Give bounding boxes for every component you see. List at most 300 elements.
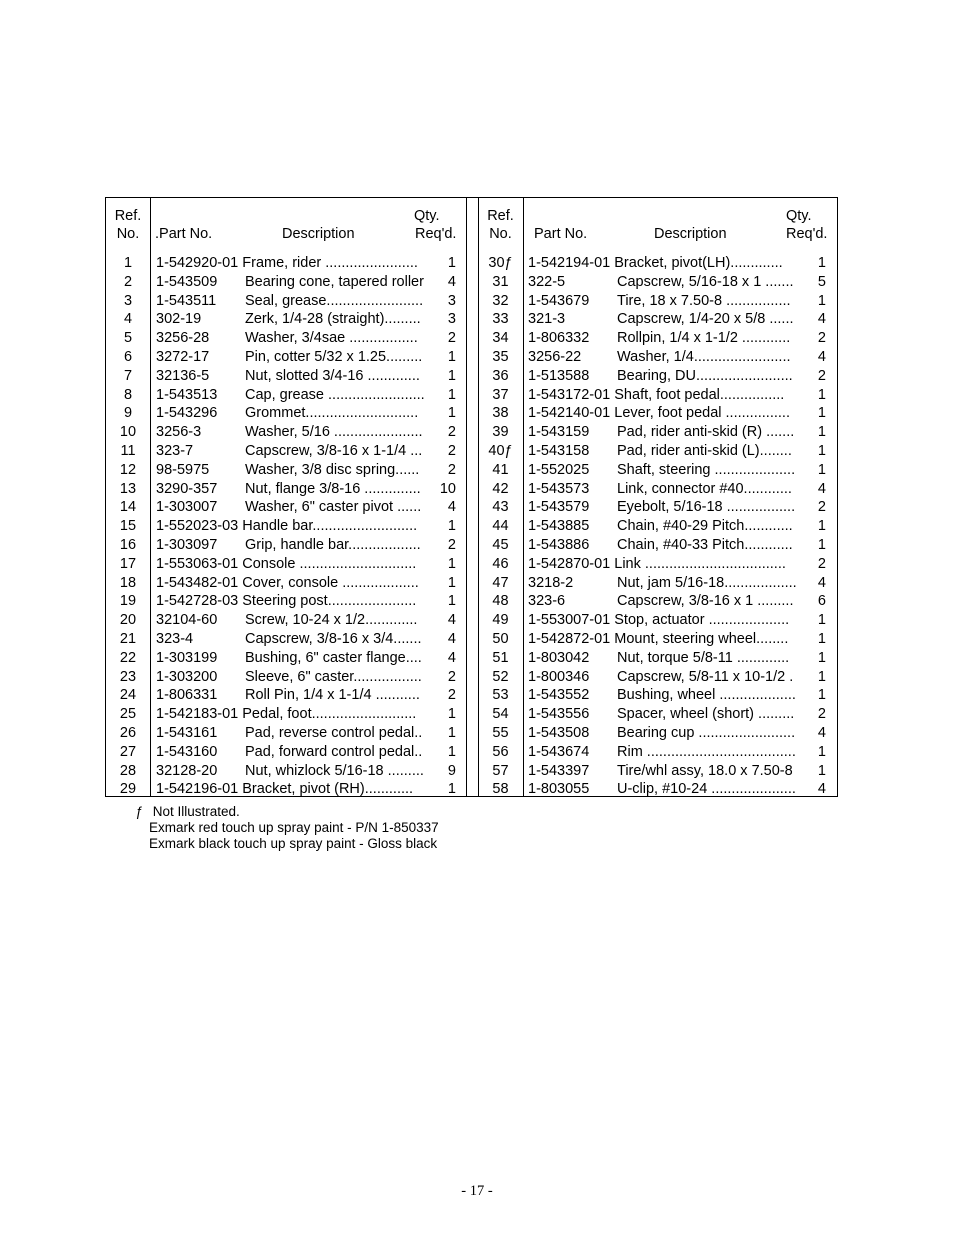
table-row bbox=[106, 574, 466, 593]
table-row bbox=[478, 592, 839, 611]
header-part-no: .Part No. bbox=[155, 226, 213, 242]
part-description: Bushing, wheel ................... bbox=[617, 687, 796, 704]
ref-number: 15 bbox=[119, 518, 137, 535]
table-row bbox=[478, 348, 839, 367]
ref-number: 5 bbox=[123, 330, 133, 347]
ref-number: 24 bbox=[119, 687, 137, 704]
table-row bbox=[106, 724, 466, 743]
table-row bbox=[478, 686, 839, 705]
ref-number: 51 bbox=[492, 649, 509, 666]
quantity: 1 bbox=[817, 424, 826, 441]
parts-list-left bbox=[106, 254, 466, 799]
part-description: Capscrew, 3/8-16 x 3/4....... bbox=[245, 630, 422, 647]
ref-number: 49 bbox=[492, 612, 509, 629]
quantity: 9 bbox=[447, 762, 456, 779]
quantity: 10 bbox=[439, 480, 456, 497]
ref-number: 8 bbox=[123, 386, 133, 403]
table-row bbox=[478, 555, 839, 574]
part-description: Nut, torque 5/8-11 ............. bbox=[617, 649, 790, 666]
ref-number: 27 bbox=[119, 743, 137, 760]
part-description: Nut, slotted 3/4-16 ............. bbox=[245, 367, 420, 384]
part-number: 1-543161 bbox=[156, 724, 218, 741]
part-description: Nut, jam 5/16-18.................. bbox=[617, 574, 797, 591]
ref-number: 7 bbox=[123, 367, 133, 384]
ref-number: 39 bbox=[492, 424, 509, 441]
quantity: 2 bbox=[447, 536, 456, 553]
part-description: Seal, grease........................ bbox=[245, 292, 424, 309]
table-row bbox=[478, 442, 839, 461]
part-description: Washer, 3/4sae ................. bbox=[245, 330, 418, 347]
table-row bbox=[478, 310, 839, 329]
table-row bbox=[478, 480, 839, 499]
ref-number: 50 bbox=[492, 630, 509, 647]
part-number: 1-543573 bbox=[528, 480, 590, 497]
part-description: 1-543482-01 Cover, console ................... bbox=[156, 574, 419, 591]
part-number: 1-543579 bbox=[528, 499, 590, 516]
quantity: 4 bbox=[447, 630, 456, 647]
table-row bbox=[106, 404, 466, 423]
table-row bbox=[106, 367, 466, 386]
part-number: 1-803055 bbox=[528, 781, 590, 798]
part-description: Nut, whizlock 5/16-18 ......... bbox=[245, 762, 424, 779]
ref-number: 46 bbox=[492, 555, 509, 572]
quantity: 1 bbox=[817, 743, 826, 760]
table-row bbox=[478, 630, 839, 649]
part-number: 1-800346 bbox=[528, 668, 590, 685]
part-description: Capscrew, 1/4-20 x 5/8 ...... bbox=[617, 311, 794, 328]
part-number: 1-543158 bbox=[528, 442, 590, 459]
part-description: Tire/whl assy, 18.0 x 7.50-8 bbox=[617, 762, 793, 779]
ref-number: 53 bbox=[492, 687, 509, 704]
part-number: 1-543513 bbox=[156, 386, 218, 403]
part-description: Capscrew, 3/8-16 x 1 ......... bbox=[617, 593, 794, 610]
header-ref: Ref. bbox=[114, 208, 142, 224]
part-description: 1-542183-01 Pedal, foot.......................... bbox=[156, 706, 417, 723]
table-row bbox=[106, 630, 466, 649]
quantity: 1 bbox=[447, 574, 456, 591]
table-row bbox=[478, 254, 839, 273]
part-description: 1-553063-01 Console ............................. bbox=[156, 555, 417, 572]
header-qty: Qty. bbox=[414, 208, 440, 224]
table-row bbox=[106, 498, 466, 517]
quantity: 1 bbox=[447, 367, 456, 384]
table-row bbox=[106, 611, 466, 630]
table-row bbox=[478, 780, 839, 799]
part-description: 1-543172-01 Shaft, foot pedal................ bbox=[528, 386, 785, 403]
table-row bbox=[106, 743, 466, 762]
quantity: 1 bbox=[817, 518, 826, 535]
footnotes bbox=[135, 804, 439, 852]
quantity: 1 bbox=[447, 555, 456, 572]
header-description: Description bbox=[282, 226, 355, 242]
part-description: Chain, #40-33 Pitch............ bbox=[617, 536, 793, 553]
part-description: Screw, 10-24 x 1/2............. bbox=[245, 612, 418, 629]
part-number: 1-303199 bbox=[156, 649, 218, 666]
part-description: Grommet............................ bbox=[245, 405, 419, 422]
ref-number: 55 bbox=[492, 724, 509, 741]
part-number: 1-543886 bbox=[528, 536, 590, 553]
header-ref: Ref. bbox=[487, 208, 514, 224]
part-description: 1-552023-03 Handle bar.......................... bbox=[156, 518, 418, 535]
quantity: 6 bbox=[817, 593, 826, 610]
part-description: Pad, reverse control pedal.. bbox=[245, 724, 423, 741]
ref-number: 54 bbox=[492, 706, 509, 723]
quantity: 2 bbox=[447, 442, 456, 459]
table-row bbox=[106, 762, 466, 781]
part-description: 1-542870-01 Link ................................... bbox=[528, 555, 786, 572]
ref-number: 48 bbox=[492, 593, 509, 610]
ref-number: 4 bbox=[123, 311, 133, 328]
quantity: 4 bbox=[447, 273, 456, 290]
quantity: 2 bbox=[447, 330, 456, 347]
ref-number: 42 bbox=[492, 480, 509, 497]
part-description: Chain, #40-29 Pitch............ bbox=[617, 518, 793, 535]
quantity: 4 bbox=[817, 480, 826, 497]
table-row bbox=[106, 329, 466, 348]
ref-number: 29 bbox=[119, 781, 137, 798]
ref-number: 28 bbox=[119, 762, 137, 779]
ref-number: 18 bbox=[119, 574, 137, 591]
header-no: No. bbox=[116, 226, 140, 242]
ref-number: 22 bbox=[119, 649, 137, 666]
ref-number: 16 bbox=[119, 536, 137, 553]
quantity: 2 bbox=[447, 424, 456, 441]
ref-number: 52 bbox=[492, 668, 509, 685]
quantity: 4 bbox=[817, 724, 826, 741]
quantity: 2 bbox=[817, 706, 826, 723]
part-number: 3256-3 bbox=[156, 424, 202, 441]
part-description: Cap, grease ........................ bbox=[245, 386, 425, 403]
ref-number: 30ƒ bbox=[488, 255, 513, 271]
quantity: 1 bbox=[447, 743, 456, 760]
part-number: 302-19 bbox=[156, 311, 202, 328]
part-description: Bearing cone, tapered roller bbox=[245, 273, 424, 290]
table-row bbox=[478, 611, 839, 630]
part-number: 323-6 bbox=[528, 593, 566, 610]
parts-list-right bbox=[478, 254, 839, 799]
part-description: Rollpin, 1/4 x 1-1/2 ............ bbox=[617, 330, 791, 347]
part-description: Bushing, 6" caster flange.... bbox=[245, 649, 422, 666]
part-number: 323-4 bbox=[156, 630, 194, 647]
ref-number: 13 bbox=[119, 480, 137, 497]
part-number: 322-5 bbox=[528, 273, 566, 290]
quantity: 1 bbox=[817, 687, 826, 704]
part-number: 3218-2 bbox=[528, 574, 574, 591]
part-description: Bearing cup ........................ bbox=[617, 724, 796, 741]
quantity: 2 bbox=[817, 367, 826, 384]
part-number: 1-543160 bbox=[156, 743, 218, 760]
table-row bbox=[478, 498, 839, 517]
table-row bbox=[478, 668, 839, 687]
footnote-red-paint: Exmark red touch up spray paint - P/N 1-850337 bbox=[149, 820, 439, 835]
table-row bbox=[478, 404, 839, 423]
table-row bbox=[106, 254, 466, 273]
quantity: 3 bbox=[447, 292, 456, 309]
ref-number: 3 bbox=[123, 292, 133, 309]
quantity: 1 bbox=[817, 442, 826, 459]
table-row bbox=[478, 743, 839, 762]
table-row bbox=[106, 517, 466, 536]
table-row bbox=[478, 423, 839, 442]
header-no: No. bbox=[489, 226, 512, 242]
table-row bbox=[106, 780, 466, 799]
part-number: 323-7 bbox=[156, 442, 194, 459]
quantity: 1 bbox=[817, 630, 826, 647]
table-row bbox=[106, 705, 466, 724]
table-row bbox=[478, 386, 839, 405]
part-description: Capscrew, 5/8-11 x 10-1/2 . bbox=[617, 668, 794, 685]
table-row bbox=[106, 649, 466, 668]
part-number: 1-543511 bbox=[156, 292, 217, 309]
ref-number: 2 bbox=[123, 273, 133, 290]
quantity: 1 bbox=[447, 348, 456, 365]
table-row bbox=[106, 480, 466, 499]
part-description: Rim ..................................... bbox=[617, 743, 796, 760]
part-number: 1-543674 bbox=[528, 743, 590, 760]
parts-table bbox=[105, 197, 838, 797]
table-row bbox=[478, 273, 839, 292]
ref-number: 56 bbox=[492, 743, 509, 760]
quantity: 1 bbox=[817, 292, 826, 309]
part-number: 1-543509 bbox=[156, 273, 218, 290]
table-row bbox=[106, 386, 466, 405]
part-description: Pin, cotter 5/32 x 1.25......... bbox=[245, 348, 423, 365]
part-number: 1-303007 bbox=[156, 499, 218, 516]
ref-number: 40ƒ bbox=[488, 442, 513, 459]
footnote-text: Not Illustrated. bbox=[152, 804, 240, 819]
page-number: - 17 - bbox=[461, 1183, 493, 1199]
ref-number: 23 bbox=[119, 668, 137, 685]
quantity: 1 bbox=[447, 781, 456, 798]
ref-number: 26 bbox=[119, 724, 137, 741]
header-part-no: Part No. bbox=[534, 226, 588, 242]
quantity: 2 bbox=[447, 668, 456, 685]
part-number: 1-303097 bbox=[156, 536, 218, 553]
column-divider bbox=[466, 198, 467, 796]
table-row bbox=[478, 517, 839, 536]
part-description: Bearing, DU........................ bbox=[617, 367, 793, 384]
part-description: Zerk, 1/4-28 (straight)......... bbox=[245, 311, 421, 328]
table-row bbox=[106, 423, 466, 442]
table-row bbox=[478, 292, 839, 311]
footnote-not-illustrated bbox=[135, 804, 439, 820]
quantity: 4 bbox=[817, 348, 826, 365]
ref-number: 25 bbox=[119, 706, 137, 723]
part-number: 32136-5 bbox=[156, 367, 210, 384]
quantity: 1 bbox=[817, 649, 826, 666]
ref-number: 9 bbox=[123, 405, 133, 422]
part-number: 1-513588 bbox=[528, 367, 590, 384]
table-row bbox=[106, 461, 466, 480]
table-row bbox=[106, 592, 466, 611]
part-number: 1-806331 bbox=[156, 687, 218, 704]
part-number: 1-303200 bbox=[156, 668, 218, 685]
part-description: Roll Pin, 1/4 x 1-1/4 ........... bbox=[245, 687, 420, 704]
part-number: 1-543296 bbox=[156, 405, 218, 422]
table-row bbox=[478, 367, 839, 386]
part-number: 3290-357 bbox=[156, 480, 218, 497]
ref-number: 33 bbox=[492, 311, 509, 328]
quantity: 4 bbox=[447, 649, 456, 666]
part-description: Washer, 5/16 ...................... bbox=[245, 424, 423, 441]
part-description: 1-542872-01 Mount, steering wheel........ bbox=[528, 630, 789, 647]
part-description: Pad, rider anti-skid (R) ....... bbox=[617, 424, 795, 441]
quantity: 1 bbox=[817, 668, 826, 685]
table-row bbox=[106, 273, 466, 292]
quantity: 1 bbox=[817, 612, 826, 629]
ref-number: 14 bbox=[119, 499, 137, 516]
table-row bbox=[106, 348, 466, 367]
quantity: 1 bbox=[447, 724, 456, 741]
quantity: 2 bbox=[447, 461, 456, 478]
ref-number: 6 bbox=[123, 348, 133, 365]
part-number: 1-543552 bbox=[528, 687, 590, 704]
table-row bbox=[106, 310, 466, 329]
table-row bbox=[106, 686, 466, 705]
table-row bbox=[106, 292, 466, 311]
part-number: 1-543508 bbox=[528, 724, 590, 741]
quantity: 1 bbox=[447, 518, 456, 535]
quantity: 1 bbox=[817, 461, 826, 478]
ref-number: 41 bbox=[492, 461, 509, 478]
ref-number: 31 bbox=[492, 273, 509, 290]
part-number: 1-803042 bbox=[528, 649, 590, 666]
part-number: 1-543679 bbox=[528, 292, 590, 309]
header-qty: Qty. bbox=[786, 208, 812, 224]
table-row bbox=[106, 555, 466, 574]
ref-number: 12 bbox=[119, 461, 137, 478]
part-description: Tire, 18 x 7.50-8 ................ bbox=[617, 292, 791, 309]
ref-number: 11 bbox=[120, 442, 136, 459]
footnote-symbol: ƒ bbox=[135, 804, 143, 819]
table-row bbox=[106, 536, 466, 555]
quantity: 5 bbox=[817, 273, 826, 290]
table-row bbox=[106, 442, 466, 461]
quantity: 1 bbox=[817, 255, 826, 271]
quantity: 2 bbox=[817, 555, 826, 572]
ref-number: 45 bbox=[492, 536, 509, 553]
ref-number: 43 bbox=[492, 499, 509, 516]
quantity: 4 bbox=[447, 612, 456, 629]
part-description: Grip, handle bar.................. bbox=[245, 536, 421, 553]
part-number: 32128-20 bbox=[156, 762, 218, 779]
part-description: Capscrew, 3/8-16 x 1-1/4 ... bbox=[245, 442, 423, 459]
ref-number: 37 bbox=[492, 386, 509, 403]
part-description: Shaft, steering .................... bbox=[617, 461, 796, 478]
quantity: 1 bbox=[447, 405, 456, 422]
part-number: 3272-17 bbox=[156, 348, 210, 365]
quantity: 4 bbox=[817, 574, 826, 591]
part-number: 1-806332 bbox=[528, 330, 590, 347]
quantity: 1 bbox=[447, 593, 456, 610]
quantity: 2 bbox=[817, 330, 826, 347]
header-reqd: Req'd. bbox=[786, 226, 828, 242]
quantity: 4 bbox=[447, 499, 456, 516]
ref-number: 47 bbox=[492, 574, 509, 591]
part-description: 1-542920-01 Frame, rider ....................... bbox=[156, 255, 418, 271]
quantity: 2 bbox=[447, 687, 456, 704]
ref-number: 35 bbox=[492, 348, 509, 365]
ref-number: 17 bbox=[119, 555, 137, 572]
quantity: 2 bbox=[817, 499, 826, 516]
part-number: 32104-60 bbox=[156, 612, 218, 629]
part-description: Pad, rider anti-skid (L)........ bbox=[617, 442, 792, 459]
part-number: 98-5975 bbox=[156, 461, 210, 478]
part-description: Washer, 3/8 disc spring...... bbox=[245, 461, 420, 478]
header-description: Description bbox=[654, 226, 727, 242]
quantity: 4 bbox=[817, 781, 826, 798]
table-row bbox=[478, 536, 839, 555]
part-number: 3256-28 bbox=[156, 330, 210, 347]
part-description: 1-542194-01 Bracket, pivot(LH)............. bbox=[528, 255, 783, 271]
part-description: Pad, forward control pedal.. bbox=[245, 743, 423, 760]
header-reqd: Req'd. bbox=[415, 226, 457, 242]
part-description: U-clip, #10-24 ..................... bbox=[617, 781, 796, 798]
quantity: 3 bbox=[447, 311, 456, 328]
table-row bbox=[478, 705, 839, 724]
part-description: Sleeve, 6" caster................. bbox=[245, 668, 422, 685]
ref-number: 57 bbox=[492, 762, 509, 779]
ref-number: 44 bbox=[492, 518, 509, 535]
quantity: 1 bbox=[817, 405, 826, 422]
table-row bbox=[478, 574, 839, 593]
part-description: 1-553007-01 Stop, actuator .................... bbox=[528, 612, 790, 629]
part-number: 1-543556 bbox=[528, 706, 590, 723]
table-row bbox=[478, 461, 839, 480]
part-description: Washer, 6" caster pivot ...... bbox=[245, 499, 422, 516]
part-description: Capscrew, 5/16-18 x 1 ....... bbox=[617, 273, 794, 290]
table-row bbox=[478, 724, 839, 743]
ref-number: 19 bbox=[119, 593, 137, 610]
ref-number: 10 bbox=[119, 424, 137, 441]
quantity: 1 bbox=[447, 706, 456, 723]
part-description: 1-542196-01 Bracket, pivot (RH)............ bbox=[156, 781, 414, 798]
part-description: 1-542728-03 Steering post...................... bbox=[156, 593, 417, 610]
table-row bbox=[478, 762, 839, 781]
part-number: 1-543159 bbox=[528, 424, 590, 441]
table-row bbox=[478, 329, 839, 348]
part-description: 1-542140-01 Lever, foot pedal ................ bbox=[528, 405, 790, 422]
ref-number: 32 bbox=[492, 292, 509, 309]
ref-number: 21 bbox=[119, 630, 137, 647]
part-description: Nut, flange 3/8-16 .............. bbox=[245, 480, 421, 497]
quantity: 4 bbox=[817, 311, 826, 328]
quantity: 1 bbox=[447, 386, 456, 403]
ref-number: 36 bbox=[492, 367, 509, 384]
ref-number: 58 bbox=[492, 781, 509, 798]
ref-number: 34 bbox=[492, 330, 509, 347]
part-description: Washer, 1/4........................ bbox=[617, 348, 791, 365]
ref-number: 1 bbox=[123, 255, 133, 271]
table-row bbox=[106, 668, 466, 687]
part-number: 3256-22 bbox=[528, 348, 582, 365]
part-number: 1-543397 bbox=[528, 762, 590, 779]
part-description: Spacer, wheel (short) ......... bbox=[617, 706, 795, 723]
part-number: 1-552025 bbox=[528, 461, 590, 478]
footnote-black-paint: Exmark black touch up spray paint - Gloss black bbox=[149, 836, 438, 851]
table-row bbox=[478, 649, 839, 668]
ref-number: 38 bbox=[492, 405, 509, 422]
part-number: 1-543885 bbox=[528, 518, 590, 535]
part-number: 321-3 bbox=[528, 311, 566, 328]
quantity: 1 bbox=[817, 386, 826, 403]
quantity: 1 bbox=[447, 255, 456, 271]
ref-number: 20 bbox=[119, 612, 137, 629]
part-description: Eyebolt, 5/16-18 ................. bbox=[617, 499, 796, 516]
quantity: 1 bbox=[817, 762, 826, 779]
quantity: 1 bbox=[817, 536, 826, 553]
part-description: Link, connector #40............ bbox=[617, 480, 792, 497]
